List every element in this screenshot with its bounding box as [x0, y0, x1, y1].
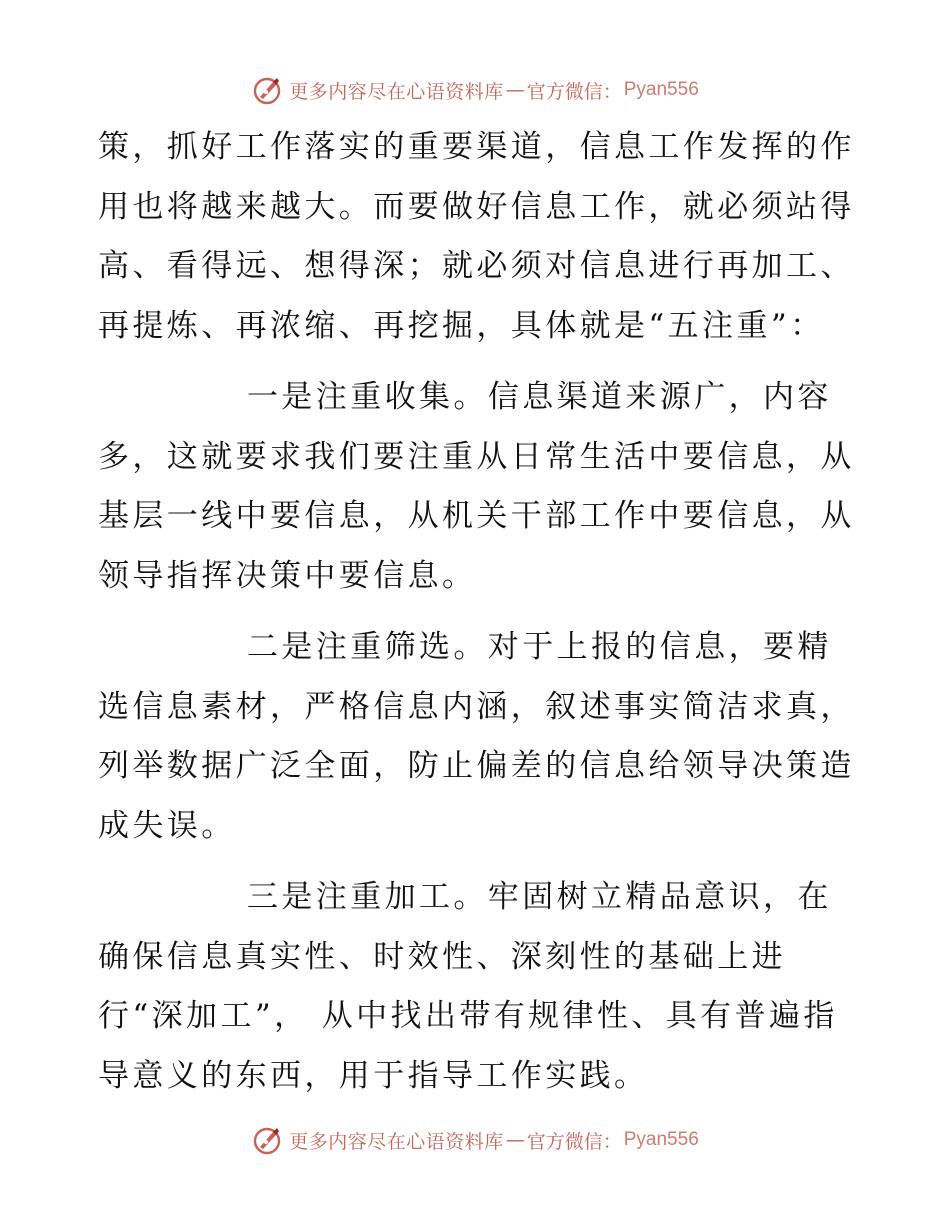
footer-watermark	[0, 1120, 950, 1160]
header-watermark	[0, 70, 950, 110]
watermark-separator: —	[505, 79, 525, 101]
watermark-wechat-id: Pyan556	[623, 1129, 699, 1150]
paragraph-collection: 一是注重收集。信息渠道来源广，内容多，这就要求我们要注重从日常生活中要信息，从基层一线中要信息，从机关干部工作中要信息，从领导指挥决策中要信息。	[98, 379, 855, 594]
paragraph-continuation: 策，抓好工作落实的重要渠道，信息工作发挥的作用也将越来越大。而要做好信息工作，就必须站得高、看得远、想得深；就必须对信息进行再加工、再提炼、再浓缩、再挖掘，具体就是“五注重”：	[98, 129, 855, 344]
paragraph-processing: 三是注重加工。牢固树立精品意识，在确保信息真实性、时效性、深刻性的基础上进行“深加工”， 从中找出带有规律性、具有普遍指导意义的东西，用于指导工作实践。	[98, 879, 838, 1094]
watermark-wechat-label: 官方微信：	[526, 80, 622, 103]
paragraph-screening: 二是注重筛选。对于上报的信息，要精选信息素材，严格信息内涵，叙述事实简洁求真，列举数据广泛全面，防止偏差的信息给领导决策造成失误。	[98, 629, 855, 844]
logo-icon	[251, 74, 283, 106]
watermark-text: 更多内容尽在心语资料库	[289, 80, 504, 103]
watermark-wechat-label: 官方微信：	[526, 1130, 622, 1153]
document-body	[98, 118, 858, 1118]
watermark-text: 更多内容尽在心语资料库	[289, 1130, 504, 1153]
watermark-separator: —	[505, 1129, 525, 1151]
logo-icon	[251, 1124, 283, 1156]
watermark-wechat-id: Pyan556	[623, 79, 699, 100]
